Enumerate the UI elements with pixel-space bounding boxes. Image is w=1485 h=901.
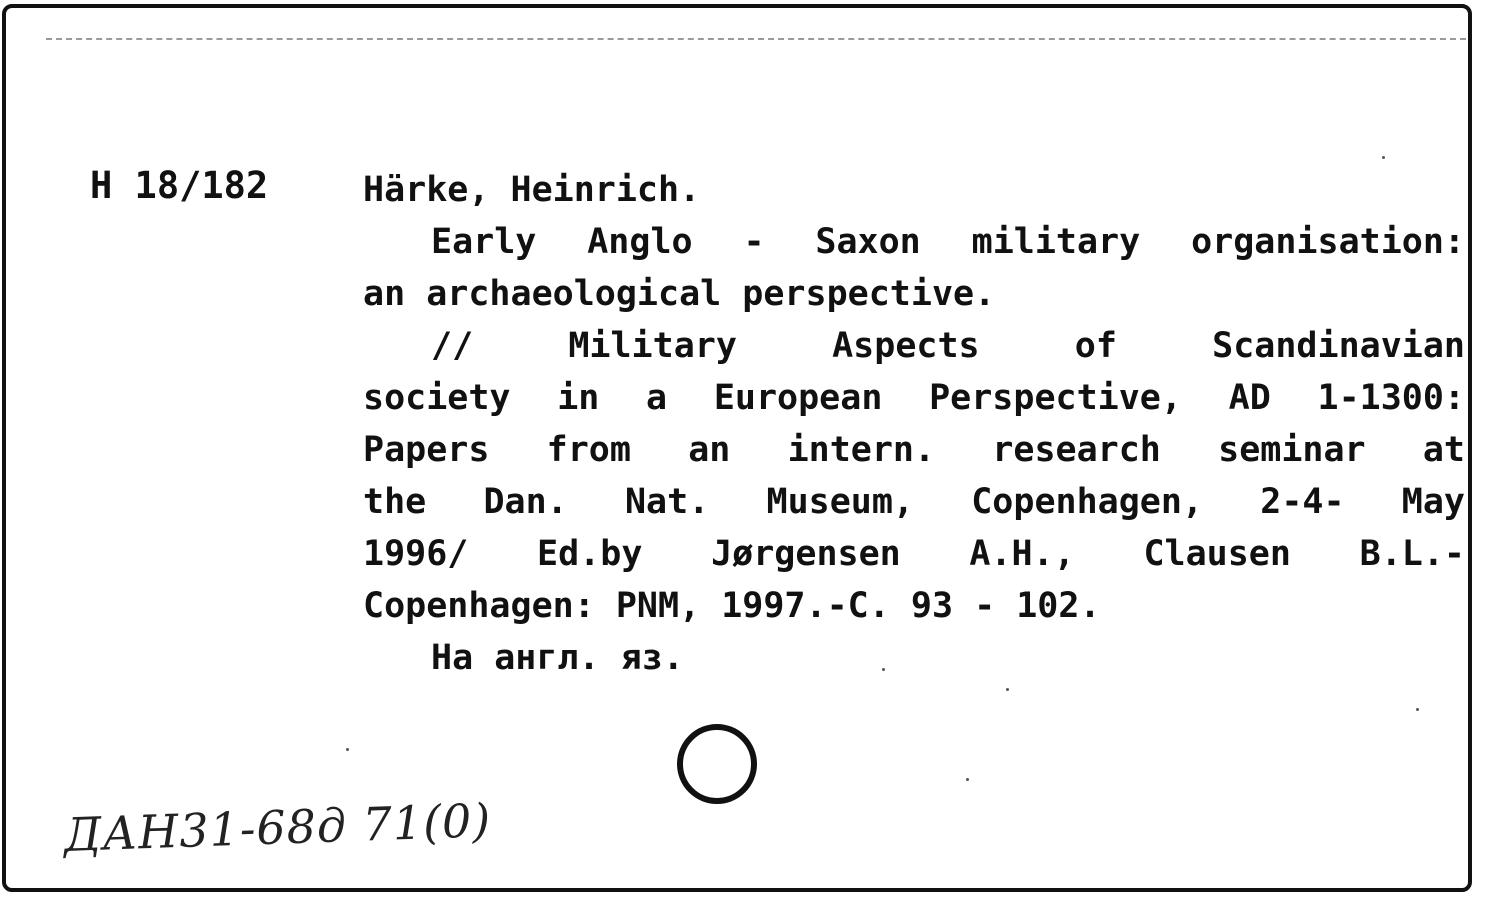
handwritten-note: ДАН31-68д 71(0)	[63, 793, 493, 862]
speck	[346, 748, 349, 751]
catalog-card	[2, 4, 1472, 892]
entry-title-line-1: Early Anglo - Saxon military organisation:	[431, 222, 1465, 262]
card-top-rule	[46, 38, 1466, 40]
speck	[1416, 708, 1419, 711]
entry-title-line-2: an archaeological perspective.	[363, 274, 996, 314]
entry-source-line-4: the Dan. Nat. Museum, Copenhagen, 2-4- May	[363, 482, 1465, 522]
punch-hole	[677, 724, 757, 804]
entry-source-line-3: Papers from an intern. research seminar at	[363, 430, 1465, 470]
speck	[882, 668, 885, 671]
entry-source-line-2: society in a European Perspective, AD 1-1300:	[363, 378, 1465, 418]
speck	[1382, 156, 1385, 159]
entry-imprint: Copenhagen: PNM, 1997.-C. 93 - 102.	[363, 586, 1101, 626]
speck	[966, 778, 969, 781]
entry-author: Härke, Heinrich.	[363, 170, 701, 210]
entry-source-line-5: 1996/ Ed.by Jørgensen A.H., Clausen B.L.-	[363, 534, 1465, 574]
shelfmark: H 18/182	[90, 164, 269, 207]
speck	[1006, 688, 1009, 691]
entry-source-line-1: // Military Aspects of Scandinavian	[431, 326, 1465, 366]
bibliographic-entry	[363, 164, 1465, 684]
entry-language-note: На англ. яз.	[431, 638, 684, 678]
